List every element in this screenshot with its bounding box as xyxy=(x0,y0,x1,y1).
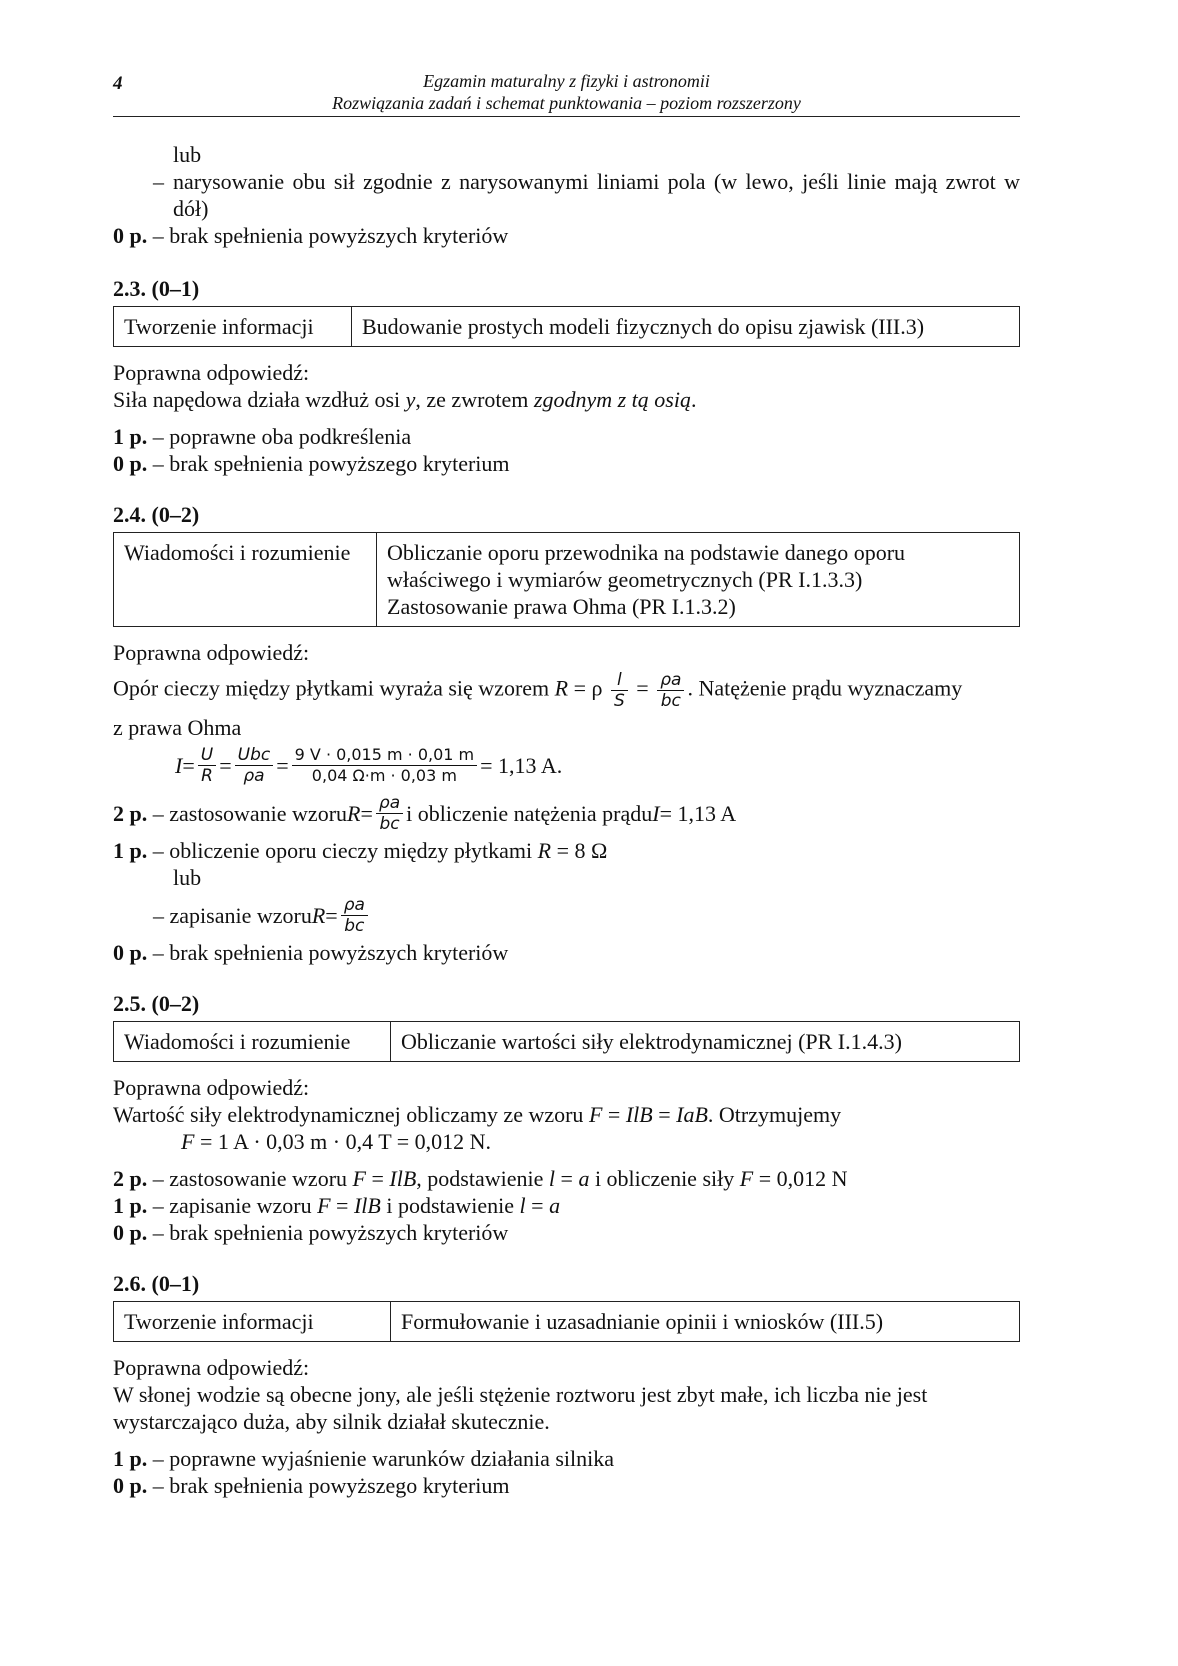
criterion-text: narysowanie obu sił zgodnie z narysowanymi liniami pola (w lewo, jeśli linie mają zwrot w dół) xyxy=(173,169,1020,221)
category-cell: Tworzenie informacji xyxy=(114,307,352,347)
category-table-2-3 xyxy=(113,306,1020,347)
section-title-2-6: 2.6. (0–1) xyxy=(113,1271,200,1296)
page-number: 4 xyxy=(113,73,123,94)
answer-label: Poprawna odpowiedź: xyxy=(113,1355,310,1380)
score-line-zero: 0 p. – brak spełnienia powyższego kryterium xyxy=(113,1473,510,1498)
ohm-formula: I = $\frac{U}{R}$ = $\frac{\text{Ubc}}{\rho a}$ = $\frac{9 V \cdot 0,015 m \cdot 0,01 m}{0,04 \Omega\cdot m \cdot 0,03 m}$ = 1,13 A. xyxy=(175,744,563,786)
or-label: lub xyxy=(173,142,202,167)
score-line-two: 2 p. – zastosowanie wzoru R = $\frac{\rho a}{bc}$ i obliczenie natężenia prądu I = 1,13 A xyxy=(113,792,737,834)
requirement-cell: Obliczanie wartości siły elektrodynamicznej (PR I.1.4.3) xyxy=(391,1022,1020,1062)
header-subtitle: Rozwiązania zadań i schemat punktowania – poziom rozszerzony xyxy=(332,93,801,113)
calculation: F = 1 A · 0,03 m · 0,4 T = 0,012 N. xyxy=(181,1129,492,1154)
requirement-cell: Obliczanie oporu przewodnika na podstawie danego oporu właściwego i wymiarów geometrycznych (PR I.1.3.3) Zastosowanie prawa Ohma (PR I.1.3.2) xyxy=(377,533,1020,627)
score-line-one: 1 p. – poprawne wyjaśnienie warunków działania silnika xyxy=(113,1446,614,1471)
category-cell: Wiadomości i rozumienie xyxy=(114,533,377,627)
answer-text: Siła napędowa działa wzdłuż osi y, ze zwrotem zgodnym z tą osią. xyxy=(113,387,697,412)
section-title-2-5: 2.5. (0–2) xyxy=(113,991,200,1016)
header-rule xyxy=(113,116,1020,117)
score-line-one: 1 p. – poprawne oba podkreślenia xyxy=(113,424,412,449)
requirement-cell: Budowanie prostych modeli fizycznych do opisu zjawisk (III.3) xyxy=(352,307,1020,347)
score-line-zero: 0 p. – brak spełnienia powyższych kryteriów xyxy=(113,1220,509,1245)
requirement-cell: Formułowanie i uzasadnianie opinii i wniosków (III.5) xyxy=(391,1302,1020,1342)
score-line-one: 1 p. – obliczenie oporu cieczy między płytkami R = 8 Ω xyxy=(113,838,608,863)
formula-fraction: $\frac{\rho a}{bc}$ xyxy=(376,793,403,834)
score-line-one: 1 p. – zapisanie wzoru F = IlB i podstawienie l = a xyxy=(113,1193,561,1218)
category-table-2-5 xyxy=(113,1021,1020,1062)
formula-fraction: $\frac{\rho a}{bc}$ xyxy=(657,670,684,711)
section-title-2-4: 2.4. (0–2) xyxy=(113,502,200,527)
formula-fraction: $\frac{l}{S}$ xyxy=(611,670,628,711)
answer-text: Opór cieczy między płytkami wyraża się wzorem R = ρ $\frac{l}{S}$ = $\frac{\rho a}{bc}$ . Natężenie prądu wyznaczamy xyxy=(113,669,963,711)
content xyxy=(113,141,1020,1499)
criterion-item: – narysowanie obu sił zgodnie z narysowanymi liniami pola (w lewo, jeśli linie mają zwrot w dół) xyxy=(153,169,1020,221)
answer-text: wystarczająco duża, aby silnik działał skutecznie. xyxy=(113,1409,550,1434)
formula-fraction: $\frac{\text{Ubc}}{\rho a}$ xyxy=(235,745,274,786)
category-cell: Wiadomości i rozumienie xyxy=(114,1022,391,1062)
section-title-2-3: 2.3. (0–1) xyxy=(113,276,200,301)
score-line-two: 2 p. – zastosowanie wzoru F = IlB, podstawienie l = a i obliczenie siły F = 0,012 N xyxy=(113,1166,848,1191)
answer-label: Poprawna odpowiedź: xyxy=(113,640,310,665)
answer-label: Poprawna odpowiedź: xyxy=(113,360,310,385)
score-line-zero: 0 p. – brak spełnienia powyższych kryteriów xyxy=(113,940,509,965)
or-label: lub xyxy=(173,865,202,890)
formula-fraction: $\frac{9 V \cdot 0,015 m \cdot 0,01 m}{0,04 \Omega\cdot m \cdot 0,03 m}$ xyxy=(292,745,478,786)
category-table-2-4 xyxy=(113,532,1020,627)
score-line-zero: 0 p. – brak spełnienia powyższego kryterium xyxy=(113,451,510,476)
answer-text: W słonej wodzie są obecne jony, ale jeśli stężenie roztworu jest zbyt małe, ich liczba nie jest xyxy=(113,1382,928,1407)
formula-fraction: $\frac{\rho a}{bc}$ xyxy=(341,895,368,936)
running-header xyxy=(113,70,1020,114)
header-title: Egzamin maturalny z fizyki i astronomii xyxy=(423,71,710,91)
answer-text: Wartość siły elektrodynamicznej obliczamy ze wzoru F = IlB = IaB. Otrzymujemy xyxy=(113,1102,842,1127)
formula-fraction: $\frac{U}{R}$ xyxy=(198,745,216,786)
category-table-2-6 xyxy=(113,1301,1020,1342)
score-line-zero: 0 p. – brak spełnienia powyższych kryteriów xyxy=(113,223,509,248)
category-cell: Tworzenie informacji xyxy=(114,1302,391,1342)
score-line-alt: – zapisanie wzoru R = $\frac{\rho a}{bc}$ xyxy=(113,891,1020,939)
answer-label: Poprawna odpowiedź: xyxy=(113,1075,310,1100)
answer-text: z prawa Ohma xyxy=(113,715,242,740)
